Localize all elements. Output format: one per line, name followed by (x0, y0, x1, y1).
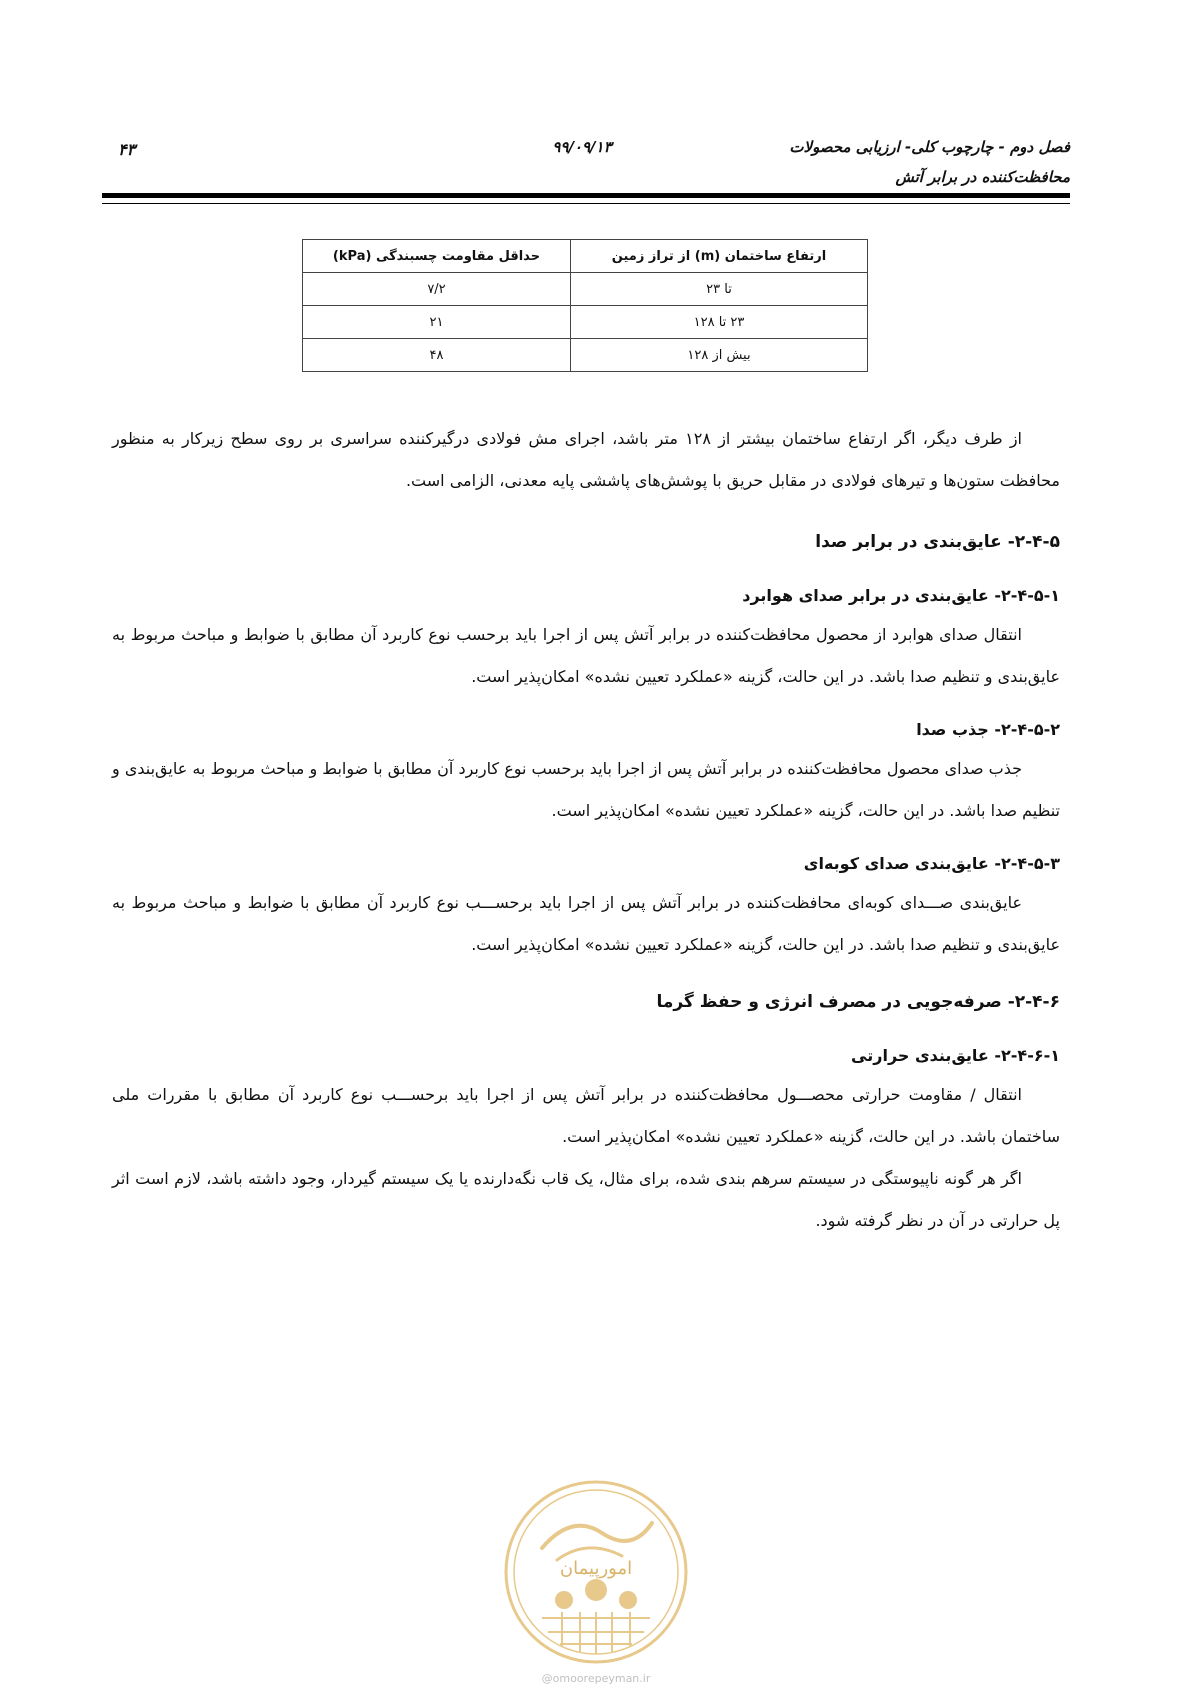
watermark-logo (502, 1478, 690, 1666)
table-header-adhesion: حداقل مقاومت چسبندگی (kPa) (303, 240, 571, 273)
table-cell-height: ۲۳ تا ۱۲۸ (571, 306, 868, 339)
table-cell-height: بیش از ۱۲۸ (571, 339, 868, 372)
paragraph-intro: از طرف دیگر، اگر ارتفاع ساختمان بیشتر از ۱۲۸ متر باشد، اجرای مش فولادی درگیرکننده سراسری بر روی سطح زیرکار به منظور محافظت ستون‌ها و تیرهای فولادی در مقابل حریق با پوشش‌های پاششی پایه معدنی، الزامی است. (112, 429, 1060, 490)
section-heading-energy: ۲-۴-۶- صرفه‌جویی در مصرف انرژی و حفظ گرما (656, 992, 1060, 1012)
paragraph-airborne: انتقال صدای هوابرد از محصول محافظت‌کننده در برابر آتش پس از اجرا باید برحسب نوع کاربرد آن مطابق با ضوابط و مباحث مربوط به عایق‌بندی و تنظیم صدا باشد. در این حالت، گزینه «عملکرد تعیین نشده» امکان‌پذیر است. (112, 625, 1060, 686)
gear-icon (619, 1591, 637, 1609)
person-icon (585, 1579, 607, 1601)
table-cell-height: تا ۲۳ (571, 273, 868, 306)
chapter-title-line1: فصل دوم - چارچوب کلی- ارزیابی محصولات (789, 138, 1070, 156)
section-heading-sound-insulation: ۲-۴-۵- عایق‌بندی در برابر صدا (815, 532, 1060, 552)
table-header-row (303, 240, 868, 273)
chapter-title-line2: محافظت‌کننده در برابر آتش (895, 168, 1070, 186)
header-date: ۹۹/۰۹/۱۳ (552, 138, 612, 156)
subsection-heading-thermal: ۲-۴-۶-۱- عایق‌بندی حرارتی (851, 1046, 1060, 1065)
header-rule-thin (102, 203, 1070, 204)
subsection-heading-airborne: ۲-۴-۵-۱- عایق‌بندی در برابر صدای هوابرد (742, 586, 1060, 605)
subsection-heading-impact: ۲-۴-۵-۳- عایق‌بندی صدای کوبه‌ای (803, 854, 1060, 873)
table-header-height: ارتفاع ساختمان (m) از تراز زمین (571, 240, 868, 273)
watermark-caption: @omoorepeyman.ir (541, 1672, 651, 1685)
body-content (112, 418, 1060, 1242)
logo-calligraphy-stroke (542, 1523, 652, 1548)
paragraph-thermal-bridge: اگر هر گونه ناپیوستگی در سیستم سرهم بندی شده، برای مثال، یک قاب نگه‌دارنده یا یک سیستم گیردار، وجود داشته باشد، لازم است اثر پل حرارتی در آن در نظر گرفته شود. (112, 1169, 1060, 1230)
paragraph-thermal: انتقال / مقاومت حرارتی محصـــول محافظت‌کننده در برابر آتش پس از اجرا باید برحســـب نوع کاربرد آن مطابق با مقررات ملی ساختمان باشد. در این حالت، گزینه «عملکرد تعیین نشده» امکان‌پذیر است. (112, 1085, 1060, 1146)
scales-icon (555, 1591, 573, 1609)
table-row (303, 306, 868, 339)
subsection-heading-absorption: ۲-۴-۵-۲- جذب صدا (916, 720, 1060, 739)
logo-text: امورپیمان (559, 1558, 633, 1579)
header-rule-thick (102, 193, 1070, 198)
table-row (303, 339, 868, 372)
table-cell-adhesion: ۲۱ (303, 306, 571, 339)
logo-grid (542, 1612, 650, 1654)
table-row (303, 273, 868, 306)
page-number: ۴۳ (118, 140, 136, 159)
table-cell-adhesion: ۷/۲ (303, 273, 571, 306)
page-header (102, 120, 1070, 198)
table-cell-adhesion: ۴۸ (303, 339, 571, 372)
paragraph-absorption: جذب صدای محصول محافظت‌کننده در برابر آتش پس از اجرا باید برحسب نوع کاربرد آن مطابق با ضوابط و مباحث مربوط به عایق‌بندی و تنظیم صدا باشد. در این حالت، گزینه «عملکرد تعیین نشده» امکان‌پذیر است. (112, 759, 1060, 820)
paragraph-impact: عایق‌بندی صـــدای کوبه‌ای محافظت‌کننده در برابر آتش پس از اجرا باید برحســـب نوع کاربرد آن مطابق با ضوابط و مباحث مربوط به عایق‌بندی و تنظیم صدا باشد. در این حالت، گزینه «عملکرد تعیین نشده» امکان‌پذیر است. (112, 893, 1060, 954)
chapter-title (789, 132, 1070, 192)
adhesion-table (302, 239, 868, 372)
